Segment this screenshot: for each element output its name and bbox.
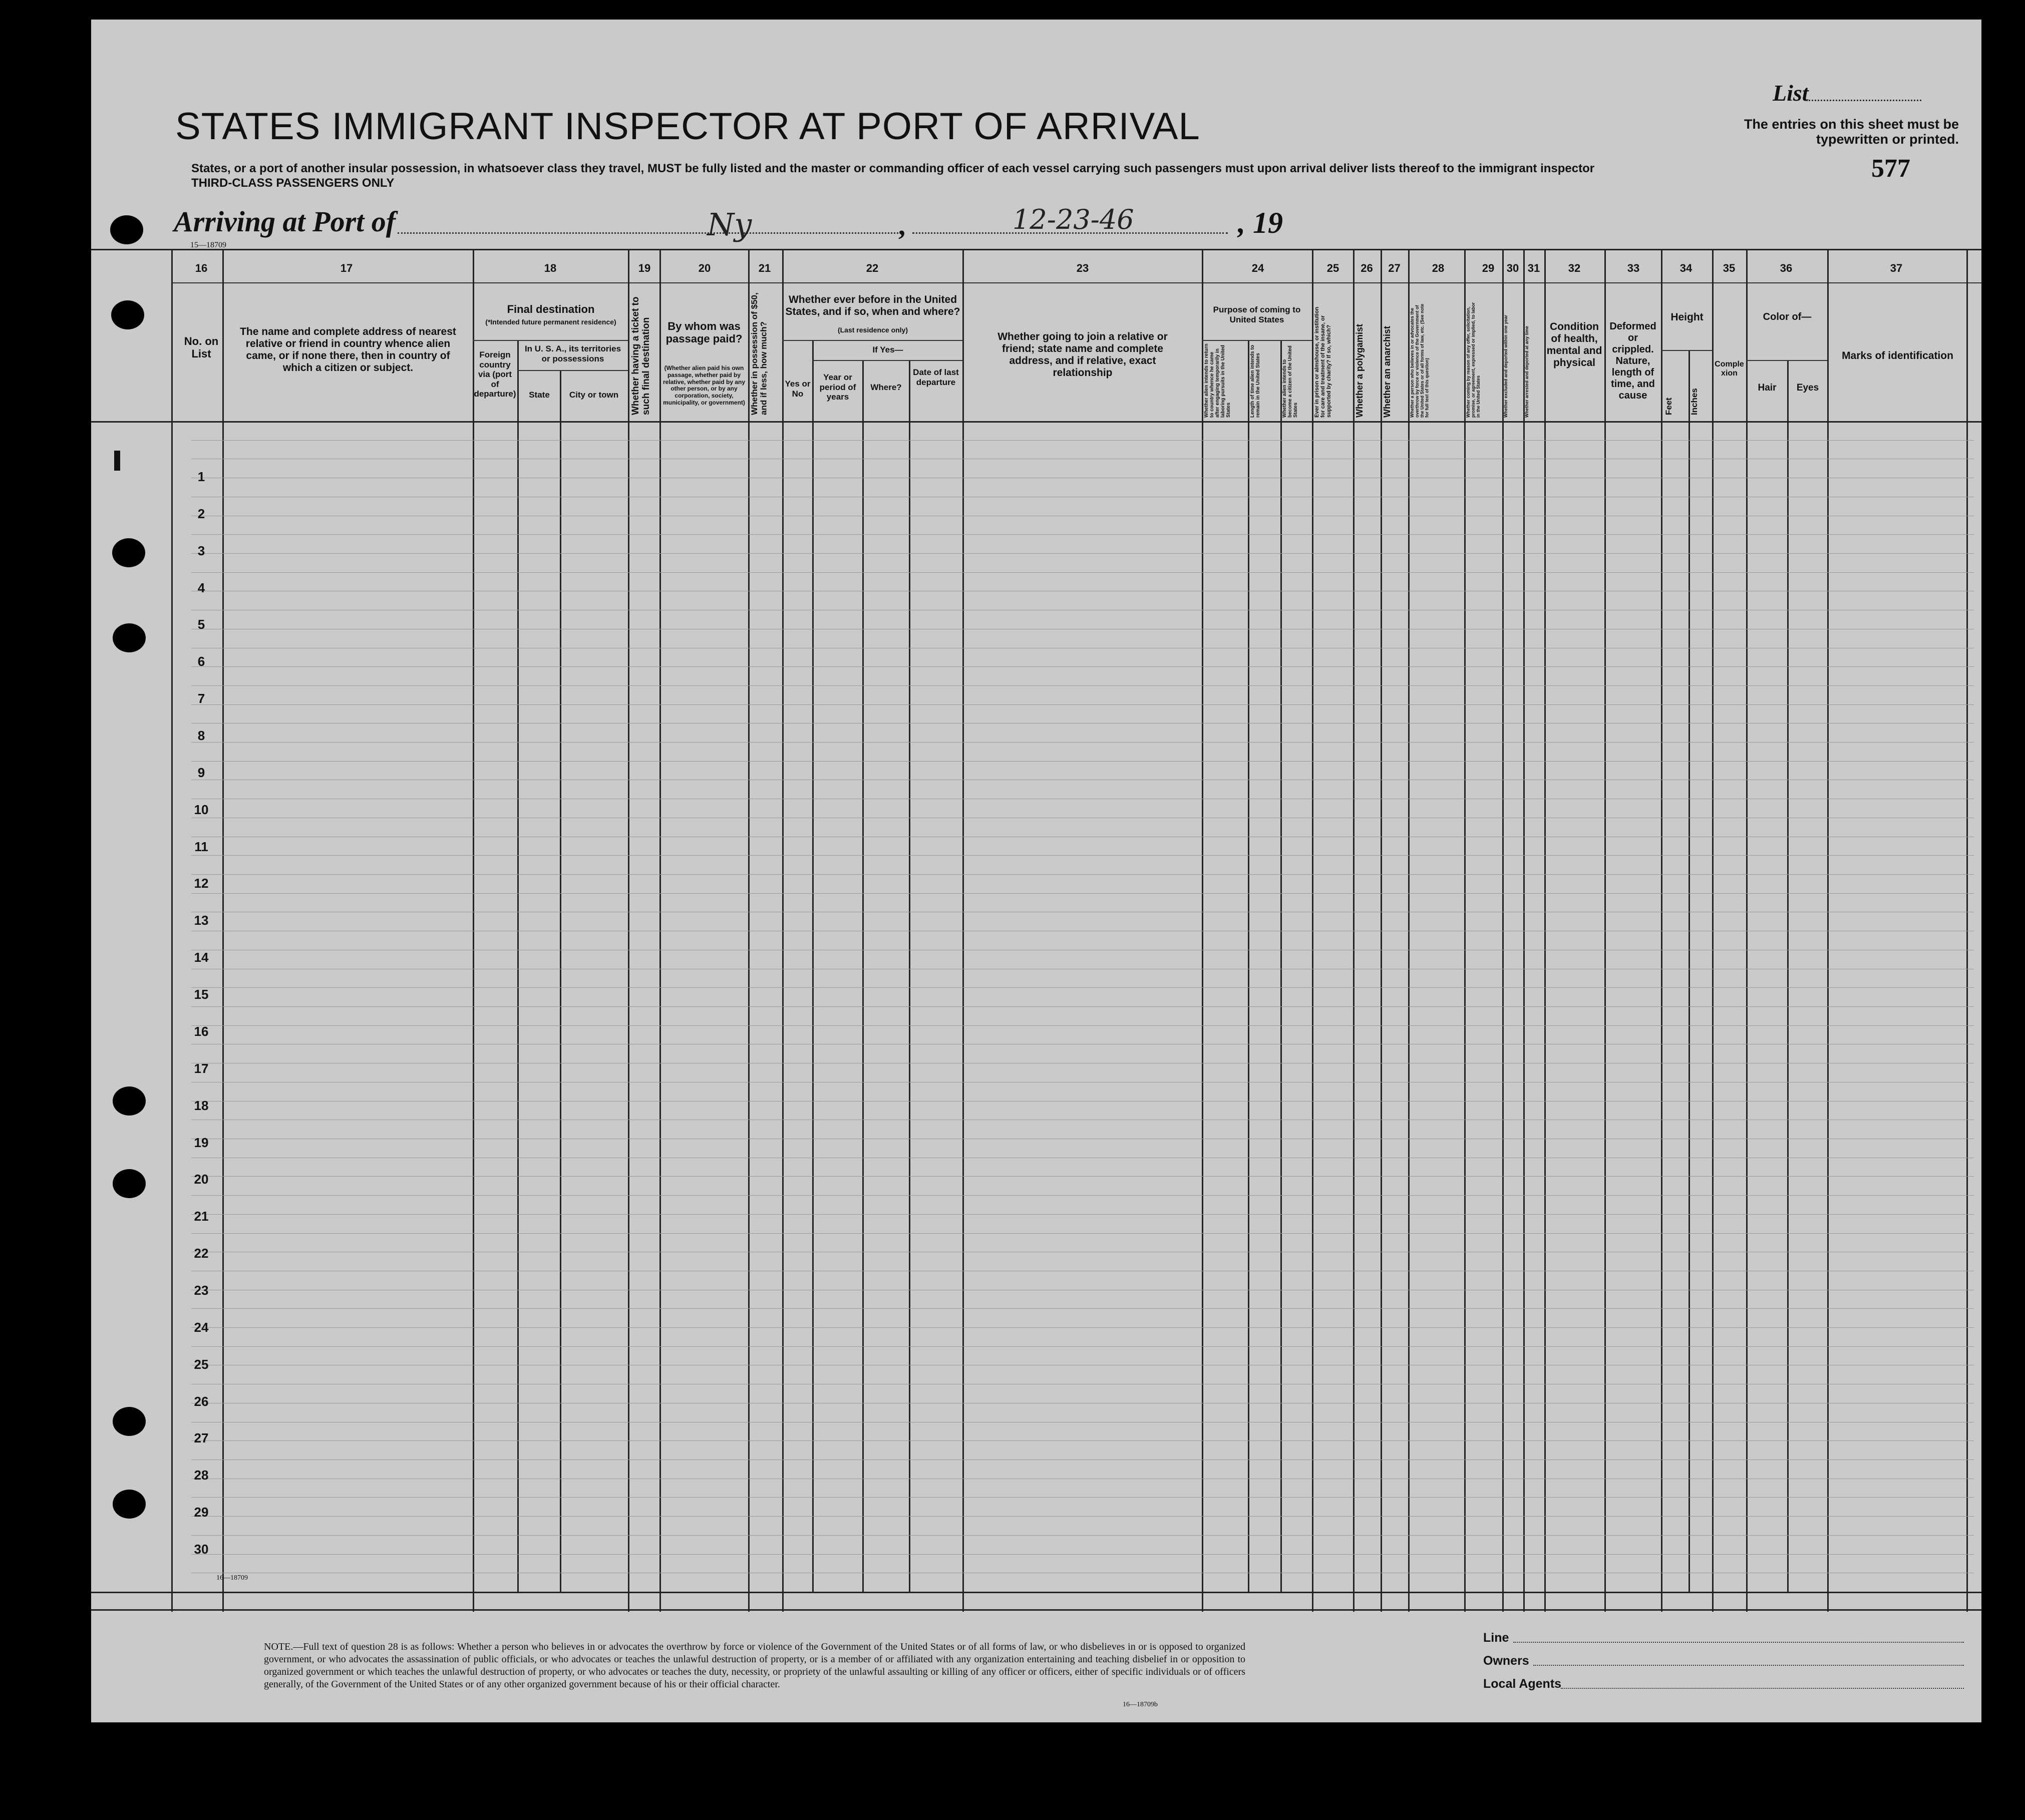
form-title: STATES IMMIGRANT INSPECTOR AT PORT OF ARRIVAL <box>175 105 1200 148</box>
ruled-line <box>191 1101 1974 1102</box>
hdr-deformed: Deformed or crippled. Nature, length of time, and cause <box>1609 321 1656 401</box>
hdr-purpose-citizen: Whether alien intends to become a citizen of the United States <box>1282 345 1298 418</box>
owners-label: Owners <box>1483 1654 1529 1668</box>
ruled-line <box>191 893 1974 894</box>
col-line <box>1523 249 1525 1612</box>
row-number: 5 <box>197 617 205 632</box>
hdr-color-of: Color of— <box>1763 311 1812 322</box>
colnum-34: 34 <box>1679 262 1693 274</box>
ruled-line <box>191 761 1974 762</box>
row-number: 24 <box>194 1319 209 1335</box>
colnum-25: 25 <box>1326 262 1339 274</box>
hdr-purpose-return: Whether alien intends to return to country whence he came after engaging temporarily in laboring pursuits in the United States <box>1204 343 1231 418</box>
col-line <box>1312 249 1313 1612</box>
ruled-line <box>191 987 1974 988</box>
hdr-city: City or town <box>569 390 619 400</box>
hdr-arrested: Whether arrested and deported at any time <box>1524 325 1529 418</box>
hdr-nearest-relative: The name and complete address of nearest relative or friend in country whence alien came, or if none there, then in country of which a citizen or subject. <box>240 326 456 374</box>
row-number: 16 <box>194 1023 209 1039</box>
hdr-polygamist: Whether a polygamist <box>1355 323 1365 418</box>
col-line <box>1746 249 1748 1612</box>
col-line <box>1966 249 1968 1612</box>
col-line <box>1661 249 1662 1612</box>
colnum-19: 19 <box>638 262 651 274</box>
date-handwritten: 12-23-46 <box>1013 204 1134 235</box>
hdr-foreign-country: Foreign country via (port of departure) <box>474 350 516 399</box>
col-line <box>1544 249 1546 1612</box>
comma-separator: , <box>898 210 905 241</box>
ruled-line <box>191 534 1974 535</box>
row-number: 4 <box>197 580 205 595</box>
hdr-inches: Inches <box>1690 388 1699 415</box>
entries-note: The entries on this sheet must be typewritten or printed. <box>1744 117 1959 147</box>
punch-hole <box>110 215 143 244</box>
colnum-35: 35 <box>1723 262 1736 274</box>
row-number: 25 <box>194 1356 209 1372</box>
row-number: 23 <box>194 1282 209 1298</box>
manifest-table <box>91 20 1981 1722</box>
ruled-line <box>191 1497 1974 1498</box>
hdr-labor-offer: Whether coming by reason of any offer, solicitation, promise, or agreement, expressed or implied, to labor in the United States <box>1466 302 1481 418</box>
ruled-line <box>191 1308 1974 1309</box>
col-line <box>171 249 173 1612</box>
subhdr-line <box>812 360 962 361</box>
ruled-line <box>191 1346 1974 1347</box>
col-line <box>782 249 784 1612</box>
owners-field[interactable] <box>1533 1665 1964 1666</box>
col-line <box>748 249 750 1612</box>
agents-label: Local Agents <box>1483 1677 1562 1691</box>
ruled-line <box>191 666 1974 667</box>
col-line <box>1280 340 1282 1592</box>
subhdr-line <box>473 340 628 341</box>
ruled-line <box>191 1214 1974 1215</box>
punch-hole <box>113 1490 146 1519</box>
arriving-label: Arriving at Port of <box>174 205 396 238</box>
hdr-anarchist: Whether an anarchist <box>1382 325 1392 418</box>
colnum-28: 28 <box>1432 262 1445 274</box>
colnum-21: 21 <box>758 262 771 274</box>
hdr-passage-paid: By whom was passage paid? <box>665 320 743 345</box>
line-label: Line <box>1483 1631 1509 1645</box>
col-line <box>1604 249 1606 1612</box>
col-line <box>1712 249 1714 1612</box>
hdr-state: State <box>529 390 550 400</box>
hdr-height: Height <box>1670 311 1704 323</box>
colnum-20: 20 <box>698 262 711 274</box>
col-line <box>1827 249 1829 1612</box>
ruled-line <box>191 553 1974 554</box>
hdr-prison: Ever in prison or almshouse, or institution for care and treatment of the insane, or supported by charity? If so, which? <box>1314 306 1332 418</box>
col-line <box>1202 249 1203 1612</box>
col-line <box>1502 249 1504 1612</box>
hdr-no-on-list: No. on List <box>184 335 219 360</box>
year-value: 19 <box>1253 206 1283 239</box>
hdr-final-destination-note: (*Intended future permanent residence) <box>485 318 616 326</box>
row-number: 19 <box>194 1135 209 1150</box>
hdr-if-yes: If Yes— <box>872 345 903 354</box>
punch-hole <box>113 1407 146 1436</box>
row-number: 27 <box>194 1430 209 1446</box>
row-number: 14 <box>194 950 209 965</box>
hdr-excluded: Whether excluded and deported within one year <box>1503 314 1508 418</box>
punch-hole <box>112 538 145 567</box>
col-line <box>473 249 474 1612</box>
colnum-row-border <box>171 282 1981 283</box>
ruled-line <box>191 685 1974 686</box>
hdr-hair: Hair <box>1758 383 1777 393</box>
ruled-line <box>191 1006 1974 1007</box>
col-line <box>1787 360 1789 1592</box>
colnum-31: 31 <box>1527 262 1540 274</box>
ruled-line <box>191 1176 1974 1177</box>
subhdr-line <box>517 370 628 371</box>
hdr-join-relative: Whether going to join a relative or friend; state name and complete address, and if relative, exact relationship <box>997 331 1168 379</box>
year-prefix: , 19 <box>1238 206 1283 239</box>
col-line <box>1381 249 1382 1612</box>
list-label: List <box>1773 80 1809 106</box>
colnum-37: 37 <box>1890 262 1903 274</box>
punch-hole <box>113 1086 146 1116</box>
col-line <box>909 360 910 1592</box>
col-line <box>1353 249 1355 1612</box>
subhdr-line <box>1661 350 1712 351</box>
question-28-note: NOTE.—Full text of question 28 is as follows: Whether a person who believes in or advocates the overthrow by force or violence of the Government of the United States or of all forms of law, or who disbelieves in or is opposed to organized government, or who advocates the assassination of public officials, or who advocates or teaches the unlawful destruction of property, or is a member of or affiliated with any organization entertaining and teaching disbelief in or opposition to organized government or which teaches the unlawful destruction of property, or who advocates or teaches the duty, necessity, or propriety of the unlawful assaulting or killing of any officer or officers, either of specific individuals or of officers generally, of the Government of the United States or of any other organized government because of his or their official character. <box>264 1641 1245 1690</box>
ruled-line <box>191 440 1974 441</box>
colnum-27: 27 <box>1388 262 1401 274</box>
hdr-final-destination: Final destination <box>507 303 595 315</box>
col-line <box>1464 249 1466 1612</box>
hdr-purpose: Purpose of coming to United States <box>1213 305 1301 324</box>
scan-mark <box>114 451 120 471</box>
row-number: 8 <box>197 728 205 744</box>
ruled-line <box>191 1233 1974 1234</box>
row-number: 10 <box>194 802 209 817</box>
colnum-23: 23 <box>1076 262 1089 274</box>
row-number: 1 <box>197 469 205 484</box>
hdr-ticket: Whether having a ticket to such final destination <box>630 296 651 415</box>
list-number: 577 <box>1871 154 1910 183</box>
row-number: 29 <box>194 1505 209 1520</box>
colnum-17: 17 <box>340 262 353 274</box>
colnum-33: 33 <box>1627 262 1640 274</box>
colnum-26: 26 <box>1361 262 1373 274</box>
row-number: 11 <box>194 839 208 854</box>
col-line <box>1689 350 1690 1592</box>
row-number: 6 <box>197 654 205 669</box>
ruled-line <box>191 1535 1974 1536</box>
colnum-16: 16 <box>195 262 208 274</box>
hdr-ever-before: Whether ever before in the United States, and if so, when and where? <box>785 294 960 318</box>
punch-hole <box>113 1169 146 1198</box>
hdr-yes-no: Yes or No <box>785 379 811 399</box>
ruled-line <box>191 855 1974 856</box>
form-code-bottom: 16—18709 <box>216 1574 248 1582</box>
row-number: 2 <box>197 506 205 521</box>
hdr-in-usa: In U. S. A., its territories or possessions <box>524 344 621 363</box>
hdr-purpose-length: Length of time alien intends to remain in the United States <box>1250 345 1261 418</box>
punch-hole <box>111 300 144 329</box>
hdr-period: Year or period of years <box>819 373 856 402</box>
hdr-date-departure: Date of last departure <box>913 368 959 387</box>
col-line <box>1248 340 1249 1592</box>
row-number: 26 <box>194 1393 209 1409</box>
note-form-code: 16—18709b <box>1123 1701 1158 1708</box>
col-line <box>628 249 629 1612</box>
hdr-complexion: Complexion <box>1715 360 1744 378</box>
table-bottom-border <box>91 1592 1981 1593</box>
hdr-question-28: Whether a person who believes in or advocates the overthrow by force or violence of the Government of the United States or of all forms of law, etc. (See note for full text of this question) <box>1410 303 1430 418</box>
header-bottom-border <box>91 421 1981 423</box>
row-number: 20 <box>194 1172 209 1187</box>
colnum-18: 18 <box>544 262 557 274</box>
punch-hole <box>113 623 146 652</box>
ruled-line <box>191 1440 1974 1441</box>
hdr-last-residence: (Last residence only) <box>837 326 908 334</box>
colnum-22: 22 <box>866 262 879 274</box>
row-number: 21 <box>194 1209 209 1224</box>
hdr-health: Condition of health, mental and physical <box>1546 321 1602 369</box>
col-line <box>222 249 224 1612</box>
row-number: 18 <box>194 1098 209 1113</box>
row-number: 3 <box>197 543 205 558</box>
table-top-border <box>91 249 1981 250</box>
ruled-line <box>191 742 1974 743</box>
colnum-29: 29 <box>1482 262 1495 274</box>
ruled-line <box>191 572 1974 573</box>
hdr-passage-note: (Whether alien paid his own passage, whether paid by relative, whether paid by any other person, or by any corporation, society, municipality, or government) <box>662 365 746 406</box>
colnum-32: 32 <box>1568 262 1581 274</box>
col-line <box>862 360 864 1592</box>
subhdr-line <box>1746 360 1827 361</box>
hdr-feet: Feet <box>1664 398 1673 415</box>
ruled-line <box>191 874 1974 875</box>
row-number: 17 <box>194 1060 209 1076</box>
row-number: 9 <box>197 765 205 780</box>
colnum-24: 24 <box>1251 262 1264 274</box>
col-line <box>1408 249 1410 1612</box>
col-line <box>962 249 964 1612</box>
hdr-marks: Marks of identification <box>1842 350 1953 361</box>
subhdr-line <box>1202 340 1312 341</box>
colnum-36: 36 <box>1780 262 1793 274</box>
row-number: 7 <box>197 691 205 706</box>
form-instructions: States, or a port of another insular possession, in whatsoever class they travel, MUST be fully listed and the master or commanding officer of each vessel carrying such passengers must upon arrival deliver lists thereof to the immigrant inspector <box>191 162 1595 175</box>
row-number: 15 <box>194 987 209 1002</box>
hdr-eyes: Eyes <box>1796 383 1819 393</box>
manifest-sheet <box>91 20 1981 1722</box>
form-code-top: 15—18709 <box>190 241 226 249</box>
hdr-fifty-dollars: Whether in possession of $50, and if less, how much? <box>750 292 769 415</box>
ruled-line <box>191 1025 1974 1026</box>
colnum-30: 30 <box>1506 262 1519 274</box>
ruled-line <box>191 704 1974 705</box>
row-number: 13 <box>194 913 209 928</box>
col-line <box>812 340 814 1592</box>
table-footer-border <box>91 1609 1981 1611</box>
hdr-where: Where? <box>870 383 902 392</box>
ruled-line <box>191 1327 1974 1328</box>
agents-field[interactable] <box>1561 1688 1964 1689</box>
row-number: 22 <box>194 1246 209 1261</box>
subhdr-line <box>782 340 962 341</box>
ruled-line <box>191 1195 1974 1196</box>
col-line <box>517 340 519 1592</box>
passenger-class: THIRD-CLASS PASSENGERS ONLY <box>191 176 395 190</box>
line-field[interactable] <box>1513 1642 1964 1643</box>
ruled-line <box>191 1554 1974 1555</box>
row-number: 28 <box>194 1468 209 1483</box>
port-handwritten: Ny <box>707 206 752 243</box>
col-line <box>659 249 661 1612</box>
row-number: 30 <box>194 1542 209 1557</box>
ruled-line <box>191 1516 1974 1517</box>
row-number: 12 <box>194 876 209 891</box>
